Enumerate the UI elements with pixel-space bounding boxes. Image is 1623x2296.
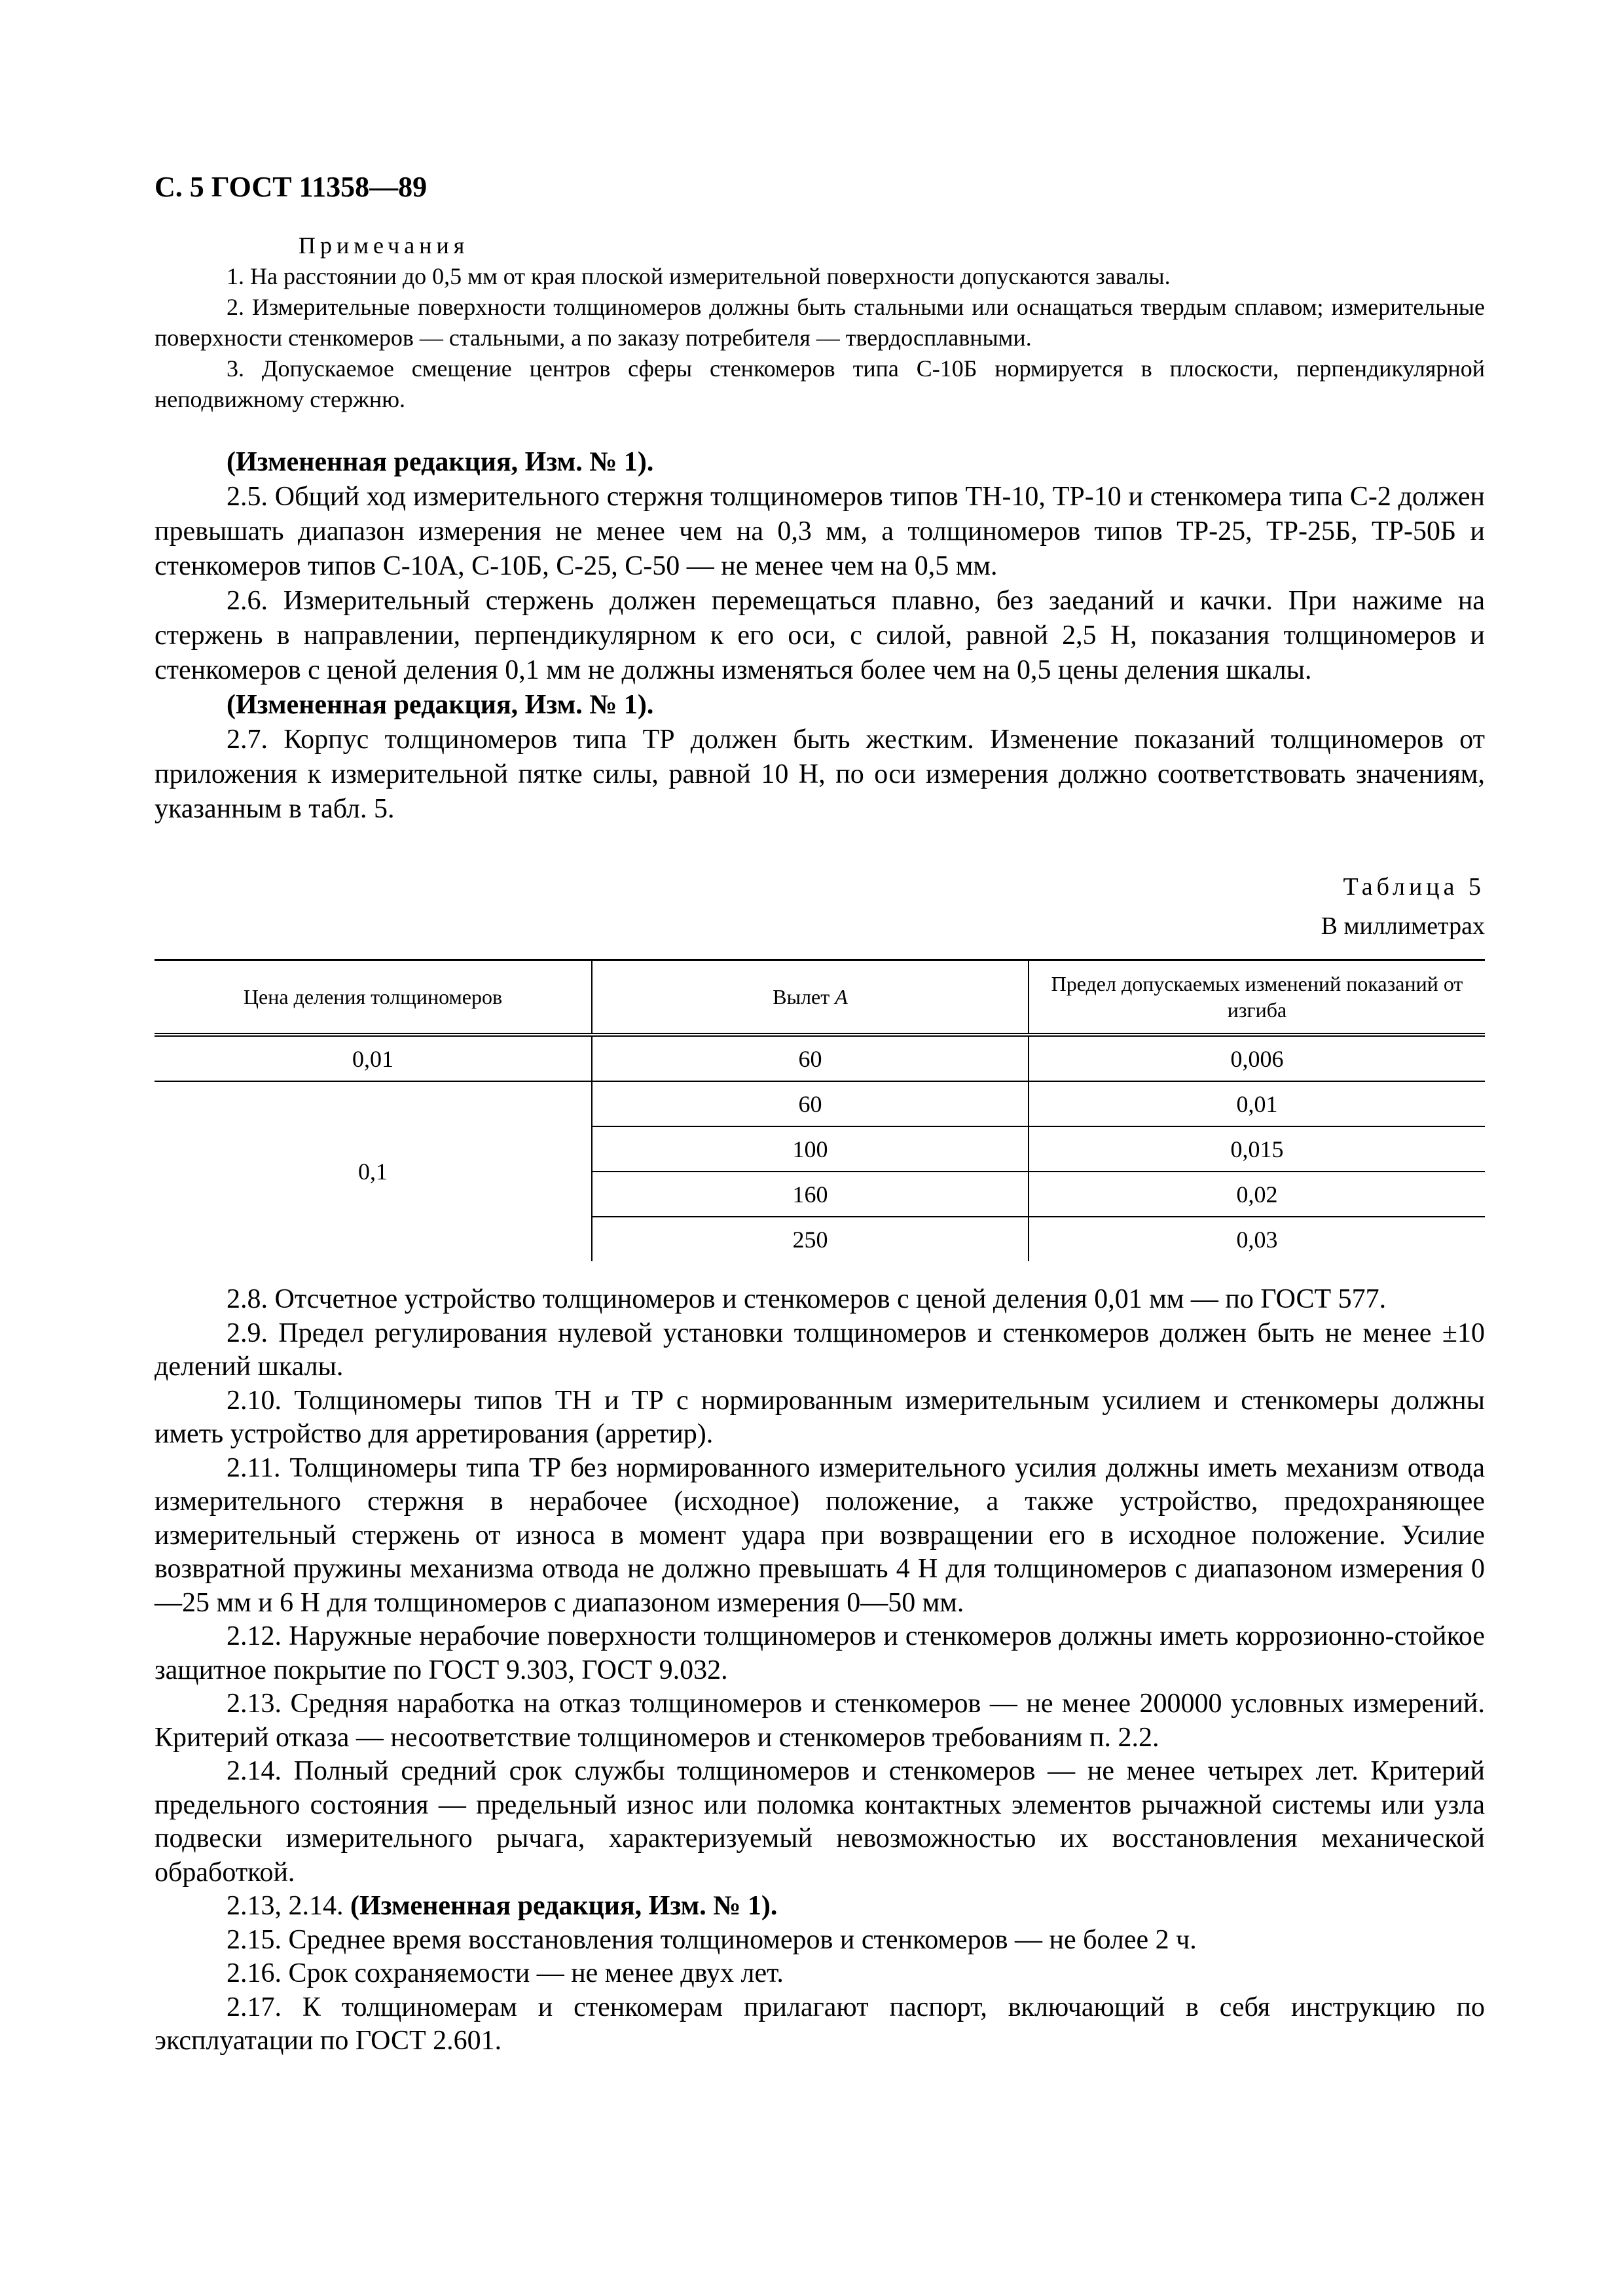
amendment-note: (Измененная редакция, Изм. № 1). [227, 447, 654, 477]
cell-limit: 0,006 [1029, 1035, 1485, 1081]
paragraph-2-6: 2.6. Измерительный стержень должен перемещаться плавно, без заеданий и качки. При нажиме на стержень в направлении, перпендикулярном к его оси, с силой, равной 2,5 Н, показания толщиномеров и стенкомеров с ценой деления 0,1 мм не должны изменяться более чем на 0,5 цены деления шкалы. [155, 586, 1485, 685]
table-row [155, 1081, 1485, 1126]
header-reach-text: Вылет [773, 985, 835, 1009]
table-title: Таблица 5 [1343, 873, 1485, 901]
cell-division: 0,01 [155, 1035, 592, 1081]
note-2: 2. Измерительные поверхности толщиномеров должны быть стальными или оснащаться твердым сплавом; измерительные поверхности стенкомеров — стальными, а по заказу потребителя — твердосплавными. [155, 294, 1485, 351]
header-limit: Предел допускаемых изменений показаний от изгиба [1029, 960, 1485, 1035]
table-5 [155, 959, 1485, 1261]
amendment-line [155, 1890, 1485, 1924]
note-1: 1. На расстоянии до 0,5 мм от края плоской измерительной поверхности допускаются завалы. [227, 263, 1171, 289]
paragraph-2-17: 2.17. К толщиномерам и стенкомерам прилагают паспорт, включающий в себя инструкцию по эксплуатации по ГОСТ 2.601. [155, 1992, 1485, 2056]
cell-reach: 60 [592, 1081, 1029, 1126]
paragraph-2-14: 2.14. Полный средний срок службы толщиномеров и стенкомеров — не менее четырех лет. Критерий предельного состояния — предельный износ или поломка контактных элементов рычажной системы или узла подвески измерительного рычага, характеризуемый невозможностью их восстановления механической обработкой. [155, 1756, 1485, 1888]
cell-limit: 0,02 [1029, 1172, 1485, 1217]
table-row [155, 1035, 1485, 1081]
paragraph-2-10: 2.10. Толщиномеры типов ТН и ТР с нормированным измерительным усилием и стенкомеры должны иметь устройство для арретирования (арретир). [155, 1385, 1485, 1449]
notes-block [155, 230, 1485, 415]
amendment-refs: 2.13, 2.14. [227, 1891, 350, 1921]
page-header: С. 5 ГОСТ 11358—89 [155, 171, 428, 203]
paragraph-2-16: 2.16. Срок сохраняемости — не менее двух лет. [227, 1958, 784, 1988]
cell-division: 0,1 [358, 1158, 388, 1185]
paragraph-2-5: 2.5. Общий ход измерительного стержня толщиномеров типов ТН-10, ТР-10 и стенкомера типа С-2 должен превышать диапазон измерения не менее чем на 0,3 мм, а толщиномеров типов ТР-25, ТР-25Б, ТР-50Б и стенкомеров типов С-10А, С-10Б, С-25, С-50 — не менее чем на 0,5 мм. [155, 482, 1485, 581]
paragraph-2-11: 2.11. Толщиномеры типа ТР без нормированного измерительного усилия должны иметь механизм отвода измерительного стержня в нерабочее (исходное) положение, а также устройство, предохраняющее измерительный стержень от износа в момент удара при возвращении его в исходное положение. Усилие возвратной пружины механизма отвода не должно превышать 4 Н для толщиномеров с диапазоном измерения 0—25 мм и 6 Н для толщиномеров с диапазоном измерения 0—50 мм. [155, 1452, 1485, 1618]
paragraph-2-15: 2.15. Среднее время восстановления толщиномеров и стенкомеров — не более 2 ч. [227, 1924, 1197, 1955]
cell-limit: 0,03 [1029, 1217, 1485, 1261]
paragraph-2-12: 2.12. Наружные нерабочие поверхности толщиномеров и стенкомеров должны иметь коррозионно-стойкое защитное покрытие по ГОСТ 9.303, ГОСТ 9.032. [155, 1621, 1485, 1685]
amendment-note: (Измененная редакция, Изм. № 1). [227, 690, 654, 720]
header-reach-variable: А [835, 985, 848, 1009]
section-2-5-to-2-7 [155, 445, 1485, 827]
header-division: Цена деления толщиномеров [155, 960, 592, 1035]
paragraph-2-9: 2.9. Предел регулирования нулевой установки толщиномеров и стенкомеров должен быть не менее ±10 делений шкалы. [155, 1318, 1485, 1382]
amendment-note: (Измененная редакция, Изм. № 1). [350, 1891, 778, 1921]
table-units: В миллиметрах [1321, 912, 1485, 940]
note-3: 3. Допускаемое смещение центров сферы стенкомеров типа С-10Б нормируется в плоскости, перпендикулярной неподвижному стержню. [155, 355, 1485, 412]
table-header-row [155, 960, 1485, 1035]
section-2-8-to-2-17 [155, 1283, 1485, 2058]
paragraph-2-8: 2.8. Отсчетное устройство толщиномеров и стенкомеров с ценой деления 0,01 мм — по ГОСТ 577. [227, 1284, 1387, 1314]
cell-reach: 250 [592, 1217, 1029, 1261]
paragraph-2-13: 2.13. Средняя наработка на отказ толщиномеров и стенкомеров — не менее 200000 условных измерений. Критерий отказа — несоответствие толщиномеров и стенкомеров требованиям п. 2.2. [155, 1689, 1485, 1753]
cell-reach: 60 [592, 1035, 1029, 1081]
cell-limit: 0,015 [1029, 1126, 1485, 1172]
notes-caption: Примечания [299, 232, 469, 259]
cell-limit: 0,01 [1029, 1081, 1485, 1126]
cell-reach: 100 [592, 1126, 1029, 1172]
cell-reach: 160 [592, 1172, 1029, 1217]
paragraph-2-7: 2.7. Корпус толщиномеров типа ТР должен быть жестким. Изменение показаний толщиномеров от приложения к измерительной пятке силы, равной 10 Н, по оси измерения должно соответствовать значениям, указанным в табл. 5. [155, 725, 1485, 824]
header-reach [592, 960, 1029, 1035]
